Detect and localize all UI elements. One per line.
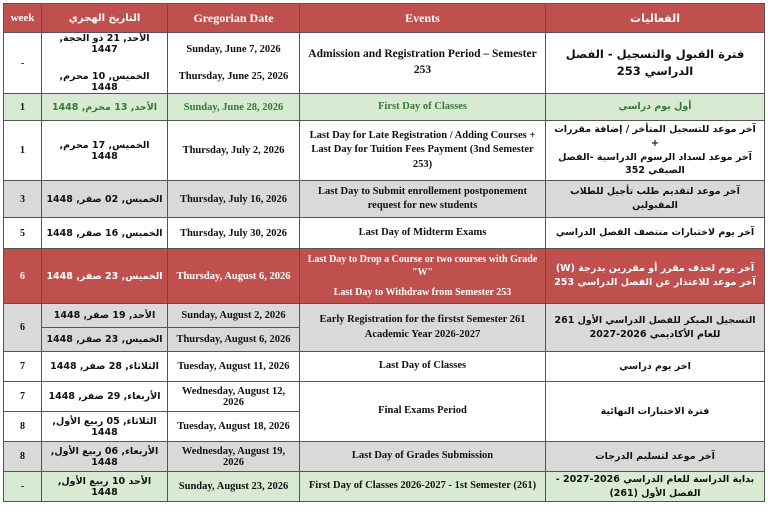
table-row [4,442,765,472]
gregorian-start: Sunday, June 7, 2026 [186,44,281,55]
arabic-line-1: آخر موعد للتسجيل المتأخر / إضافة مقررات + [554,123,756,149]
hijri-date-cell: الخميس, 23 صفر, 1448 [42,249,168,304]
week-cell: 5 [4,218,42,249]
table-row [4,94,765,121]
arabic-event-cell: اخر يوم دراسي [546,352,765,382]
table-row [4,121,765,181]
hijri-date-cell: الخميس, 16 صفر, 1448 [42,218,168,249]
arabic-event-cell: آخر يوم لاختبارات منتصف الفصل الدراسي [546,218,765,249]
table-row [4,249,765,304]
event-line-2: Last Day to Withdraw from Semester 253 [333,286,512,298]
gregorian-date-cell [168,304,300,352]
arabic-event-cell [546,304,765,352]
hijri-date-cell [42,33,168,94]
academic-calendar-table [3,3,765,502]
event-cell: Early Registration for the firstst Semester 261 Academic Year 2026-2027 [300,304,546,352]
gregorian-end: Thursday, June 25, 2026 [178,71,289,82]
week-cell: 1 [4,121,42,181]
hijri-start: الأحد, 21 ذو الحجة, 1447 [59,33,150,55]
gregorian-date-cell: Thursday, July 16, 2026 [168,181,300,218]
event-cell: First Day of Classes [300,94,546,121]
hijri-start: الأحد, 19 صفر, 1448 [42,304,167,328]
hijri-date-cell: الأحد 10 ربيع الأول, 1448 [42,472,168,502]
arabic-event-cell: آخر موعد لتقديم طلب تأجيل للطلاب المقبولين [546,181,765,218]
table-row [4,33,765,94]
gregorian-date-cell: Tuesday, August 11, 2026 [168,352,300,382]
week-cell: 6 [4,304,42,352]
arabic-event-cell: بداية الدراسة للعام الدراسي 2026-2027 - الفصل الأول (261) [546,472,765,502]
event-cell: First Day of Classes 2026-2027 - 1st Semester (261) [300,472,546,502]
week-cell: 6 [4,249,42,304]
arabic-event-cell [546,121,765,181]
week-cell: - [4,33,42,94]
event-cell: Last Day for Late Registration / Adding Courses + Last Day for Tuition Fees Payment (3nd Semester 253) [300,121,546,181]
event-cell: Admission and Registration Period – Semester 253 [300,33,546,94]
hijri-date-cell: الأحد, 13 محرم, 1448 [42,94,168,121]
hijri-end: الخميس, 10 محرم, 1448 [59,71,150,93]
arabic-event-cell: أول يوم دراسي [546,94,765,121]
event-cell: Last Day of Classes [300,352,546,382]
hijri-date-cell: الأربعاء, 29 صفر, 1448 [42,382,168,412]
event-cell: Last Day of Midterm Exams [300,218,546,249]
hijri-end: الخميس, 23 صفر, 1448 [46,334,163,345]
gregorian-date-cell [168,33,300,94]
gregorian-date-cell: Wednesday, August 12, 2026 [168,382,300,412]
header-hijri-date: التاريخ الهجري [42,4,168,33]
arabic-event-cell [546,249,765,304]
hijri-date-cell: الخميس, 02 صفر, 1448 [42,181,168,218]
gregorian-date-cell: Thursday, July 2, 2026 [168,121,300,181]
header-gregorian-date: Gregorian Date [168,4,300,33]
header-arabic-events: الفعاليات [546,4,765,33]
gregorian-date-cell: Sunday, June 28, 2026 [168,94,300,121]
hijri-date-cell [42,304,168,352]
table-row [4,304,765,352]
event-cell: Final Exams Period [300,382,546,442]
event-cell: Last Day of Grades Submission [300,442,546,472]
hijri-date-cell: الخميس, 17 محرم, 1448 [42,121,168,181]
gregorian-start: Sunday, August 2, 2026 [168,304,299,328]
gregorian-end: Thursday, August 6, 2026 [176,334,291,345]
header-week: week [4,4,42,33]
hijri-date-cell: الثلاثاء, 28 صفر, 1448 [42,352,168,382]
table-row [4,181,765,218]
table-row [4,382,765,412]
event-line-1: Last Day to Drop a Course or two courses with Grade "W" [307,253,538,279]
table-row [4,352,765,382]
table-row [4,218,765,249]
event-cell [300,249,546,304]
arabic-line-2: للعام الأكاديمي 2026-2027 [589,328,721,340]
gregorian-date-cell: Wednesday, August 19, 2026 [168,442,300,472]
hijri-date-cell: الثلاثاء, 05 ربيع الأول, 1448 [42,412,168,442]
arabic-event-cell: فترة الاختبارات النهائية [546,382,765,442]
arabic-line-2: آخر موعد للاعتذار عن الفصل الدراسي 253 [554,277,756,288]
arabic-line-2: آخر موعد لسداد الرسوم الدراسية -الفصل الصيفي 352 [558,151,752,177]
gregorian-date-cell: Tuesday, August 18, 2026 [168,412,300,442]
week-cell: 7 [4,352,42,382]
arabic-line-1: التسجيل المبكر للفصل الدراسي الأول 261 [554,314,756,326]
arabic-event-cell: آخر موعد لتسليم الدرجات [546,442,765,472]
week-cell: 1 [4,94,42,121]
event-cell: Last Day to Submit enrollement postponement request for new students [300,181,546,218]
arabic-line-1: آخر يوم لحذف مقرر أو مقررين بدرجة (W) [555,263,755,275]
table-row [4,472,765,502]
header-events: Events [300,4,546,33]
week-cell: 7 [4,382,42,412]
hijri-date-cell: الأربعاء, 06 ربيع الأول, 1448 [42,442,168,472]
header-row [4,4,765,33]
week-cell: - [4,472,42,502]
week-cell: 8 [4,442,42,472]
gregorian-date-cell: Sunday, August 23, 2026 [168,472,300,502]
arabic-event-cell: فترة القبول والتسجيل - الفصل الدراسي 253 [546,33,765,94]
week-cell: 8 [4,412,42,442]
gregorian-date-cell: Thursday, July 30, 2026 [168,218,300,249]
gregorian-date-cell: Thursday, August 6, 2026 [168,249,300,304]
week-cell: 3 [4,181,42,218]
